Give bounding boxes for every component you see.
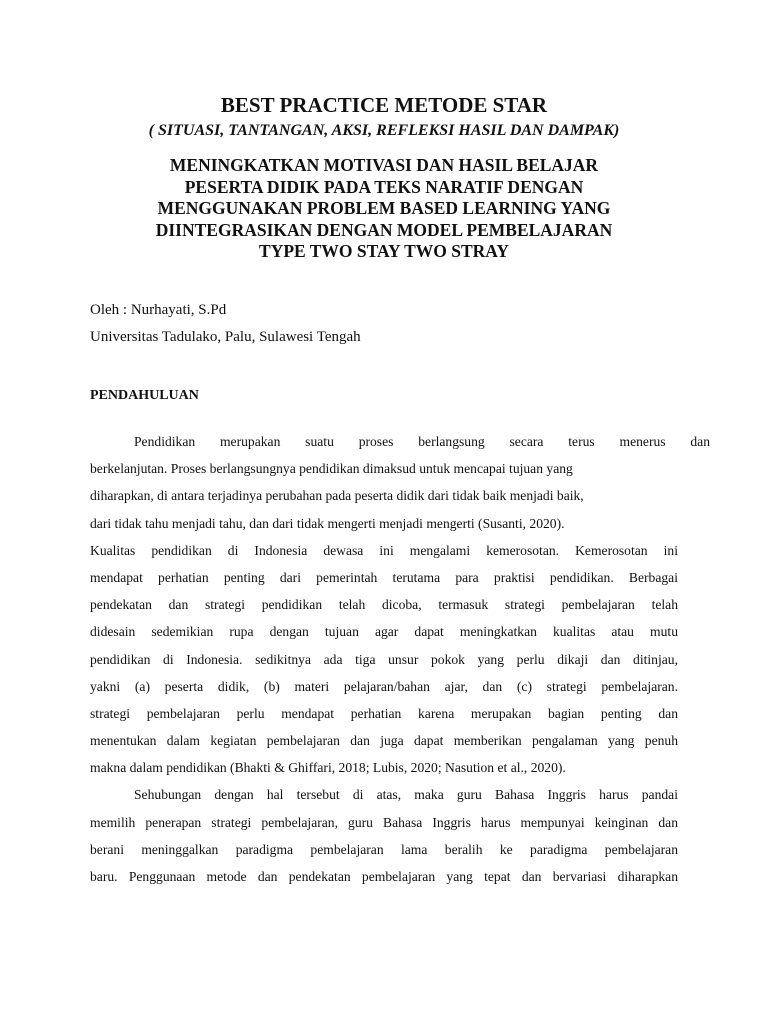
paper-title-line: MENINGKATKAN MOTIVASI DAN HASIL BELAJAR [169,155,599,175]
body-line: baru. Penggunaan metode dan pendekatan pembelajaran yang tepat dan bervariasi diharapkan [90,869,678,884]
body-line: berani meninggalkan paradigma pembelajaran lama beralih ke paradigma pembelajaran [90,841,678,857]
body-line: makna dalam pendidikan (Bhakti & Ghiffari, 2018; Lubis, 2020; Nasution et al., 2020). [90,760,566,776]
paper-title-line: TYPE TWO STAY TWO STRAY [259,241,509,261]
paper-title-line: PESERTA DIDIK PADA TEKS NARATIF DENGAN [184,176,584,197]
body-line: dari tidak tahu menjadi tahu, dan dari tidak mengerti menjadi mengerti (Susanti, 2020). [90,515,565,531]
body-line: Sehubungan dengan hal tersebut di atas, maka guru Bahasa Inggris harus pandai [134,787,678,803]
paper-title [90,155,678,263]
paper-title-line: MENGGUNAKAN PROBLEM BASED LEARNING YANG [157,198,611,218]
body-line: pendidikan di Indonesia. sedikitnya ada tiga unsur pokok yang perlu dikaji dan ditinjau, [90,651,678,667]
author-name: Oleh : Nurhayati, S.Pd [90,302,227,318]
body-line: strategi pembelajaran perlu mendapat perhatian karena merupakan bagian penting dan [90,705,678,721]
paper-title-line: DIINTEGRASIKAN DENGAN MODEL PEMBELAJARAN [155,219,613,240]
section-heading: PENDAHULUAN [90,388,199,403]
body-line: berkelanjutan. Proses berlangsungnya pendidikan dimaksud untuk mencapai tujuan yang [90,461,573,477]
body-line: didesain sedemikian rupa dengan tujuan agar dapat meningkatkan kualitas atau mutu [90,624,678,640]
body-line: mendapat perhatian penting dari pemerintah terutama para praktisi pendidikan. Berbagai [90,569,678,585]
document-subtitle: ( SITUASI, TANTANGAN, AKSI, REFLEKSI HASIL DAN DAMPAK) [148,122,620,139]
document-title: BEST PRACTICE METODE STAR [220,93,548,117]
body-line: yakni (a) peserta didik, (b) materi pelajaran/bahan ajar, dan (c) strategi pembelajaran. [90,678,678,694]
body-line: memilih penerapan strategi pembelajaran, guru Bahasa Inggris harus mempunyai keinginan dan [90,814,678,830]
author-affiliation: Universitas Tadulako, Palu, Sulawesi Tengah [90,329,361,345]
body-line: pendekatan dan strategi pendidikan telah dicoba, termasuk strategi pembelajaran telah [90,597,678,613]
body-text [90,428,710,890]
body-line: Pendidikan merupakan suatu proses berlangsung secara terus menerus dan [134,434,710,449]
body-line: menentukan dalam kegiatan pembelajaran dan juga dapat memberikan pengalaman yang penuh [90,733,678,749]
body-line: diharapkan, di antara terjadinya perubahan pada peserta didik dari tidak baik menjadi baik, [90,488,584,504]
body-line: Kualitas pendidikan di Indonesia dewasa ini mengalami kemerosotan. Kemerosotan ini [90,542,678,558]
